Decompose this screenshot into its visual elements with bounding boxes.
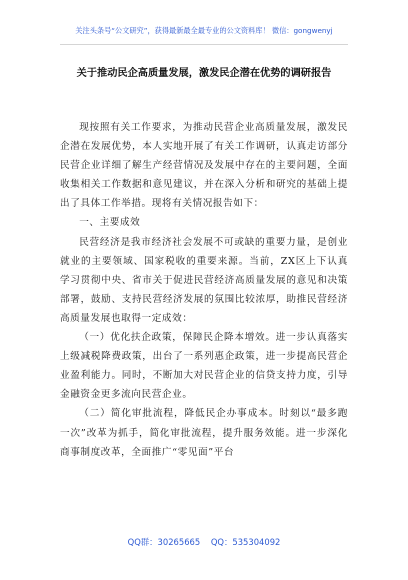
header-note: 关注头条号“公文研究”，获得最新最全最专业的公文资料库！ 微信：gongwenyj	[75, 26, 333, 35]
footer-qq: QQ：535304092	[210, 537, 281, 547]
document-title: 关于推动民企高质量发展，激发民企潜在优势的调研报告	[76, 68, 332, 79]
paragraph-private-economy: 民营经济是我市经济社会发展不可或缺的重要力量，是创业就业的主要领域、国家税收的重要来源。当前，ZX区上下认真学习贯彻中央、省市关于促进民营经济高质量发展的意见和决策部署，鼓励、支持民营经济发展的氛围比较浓厚，助推民营经济高质量发展也取得一定成效：	[60, 236, 348, 324]
footer-contact	[0, 536, 408, 548]
footer-qq-group: QQ群：30265665	[127, 537, 201, 547]
paragraph-simplify-approval: （二）简化审批流程，降低民企办事成本。时刻以“最多跑一次”改革为抓手，简化审批流程，提升服务效能。进一步深化商事制度改革，全面推广“零见面”平台	[60, 408, 348, 458]
header-divider	[60, 44, 348, 45]
document-body	[60, 118, 348, 462]
section-heading-main-achievements: 一、主要成效	[79, 217, 141, 229]
paragraph-optimize-policy: （一）优化扶企政策，保障民企降本增效。进一步认真落实上级减税降费政策，出台了一系列惠企政策，进一步提高民营企业盈利能力。同时，不断加大对民营企业的信贷支持力度，引导金融资金更多流向民营企业。	[60, 332, 348, 401]
intro-paragraph: 现按照有关工作要求，为推动民营企业高质量发展，激发民企潜在发展优势，本人实地开展了有关工作调研，认真走访部分民营企业详细了解生产经营情况及发展中存在的主要问题，全面收集相关工作数据和意见建议，并在深入分析和研究的基础上提出了具体工作举措。现将有关情况报告如下：	[60, 122, 348, 210]
